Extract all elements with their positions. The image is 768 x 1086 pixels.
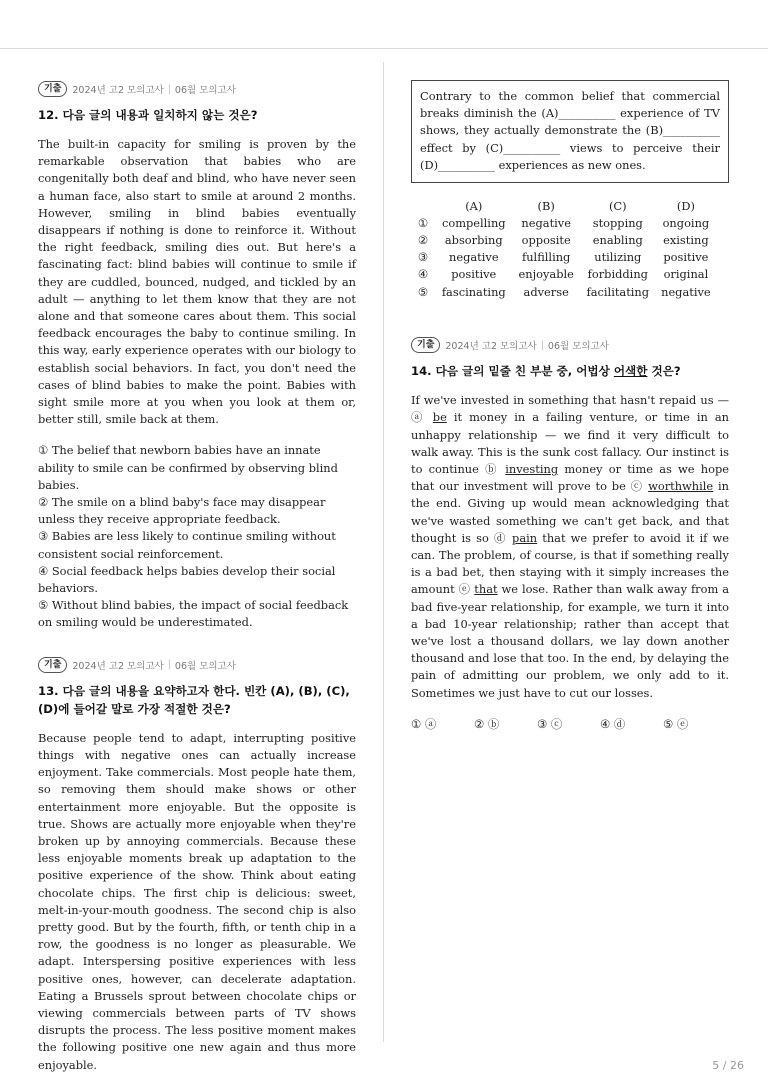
q13-choice-row[interactable] — [411, 266, 716, 283]
q14-text: it money in a failing venture, or time in an unhappy relationship — we find it very difficult to walk away. This is the sunk cost fallacy. Our instinct is to continue — [411, 410, 729, 476]
q14-source: 2024년 고2 모의고사 — [445, 341, 537, 353]
q12-title: 12. 다음 글의 내용과 일치하지 않는 것은? — [38, 108, 258, 122]
q14-title-text-end: 것은? — [647, 364, 681, 379]
q12-option-5[interactable]: ⑤ Without blind babies, the impact of social feedback on smiling would be underestimated. — [38, 598, 349, 630]
q14-text: money or time as we hope that our investment will prove to be — [411, 461, 729, 494]
q13-choice-cell: negative — [661, 284, 711, 299]
q13-month: 06월 모의고사 — [174, 660, 236, 672]
q14-underline-d: pain — [512, 530, 538, 545]
q13-choice-cell: absorbing — [444, 232, 503, 247]
q14-underline-a: be — [432, 410, 447, 425]
q13-choice-cell: negative — [449, 250, 499, 265]
q13-choice-cell: adverse — [523, 284, 569, 299]
q12-option-2[interactable]: ② The smile on a blind baby's face may disappear unless they receive appropriate feedback. — [38, 495, 326, 527]
q14-marker-d: ⓓ — [493, 530, 507, 545]
q14-passage — [411, 392, 729, 702]
header-divider — [0, 48, 768, 49]
q13-choice-cell: utilizing — [594, 250, 642, 265]
q13-choice-cell: stopping — [592, 215, 643, 230]
q13-choice-cell: existing — [663, 232, 709, 247]
q13-choice-num: ⑤ — [417, 284, 429, 299]
q14-meta: 기출 2024년 고2 모의고사 | 06월 모의고사 — [411, 336, 729, 354]
q14-underline-c: worthwhile — [648, 479, 714, 494]
q12-options — [38, 442, 356, 631]
q13-choices-header — [411, 197, 716, 214]
q13-choice-num: ② — [417, 232, 429, 247]
q13-choice-num: ① — [417, 215, 429, 230]
q12-tag: 기출 — [38, 81, 67, 97]
q12-source: 2024년 고2 모의고사 — [72, 85, 164, 96]
q13-choice-cell: enjoyable — [518, 267, 574, 282]
q14-answer-2[interactable]: ② ⓑ — [474, 716, 500, 731]
left-column — [38, 80, 356, 1074]
q13-choice-cell: facilitating — [586, 284, 650, 299]
q14-answer-5[interactable]: ⑤ ⓔ — [663, 716, 689, 731]
q13-choice-cell: positive — [663, 250, 709, 265]
q14-text: in the end. Giving up would mean acknowledging that we've wasted something we can't get back, and that thought is so — [411, 479, 729, 545]
q13-choice-cell: original — [663, 267, 709, 282]
q13-tag: 기출 — [38, 657, 67, 673]
q14-month: 06월 모의고사 — [547, 341, 609, 353]
q13-choice-cell: compelling — [441, 215, 506, 230]
q13-header-c: (C) — [608, 198, 627, 213]
q13-choice-cell: negative — [521, 215, 571, 230]
q13-meta: 기출 2024년 고2 모의고사 | 06월 모의고사 — [38, 656, 356, 674]
q13-choice-row[interactable] — [411, 214, 716, 231]
q13-passage: Because people tend to adapt, interrupting positive things with negative ones can actually increase enjoyment. Take commercials. Most people hate them, so removing them should make shows or other entertainment more enjoyable. But the opposite is true. Shows are actually more enjoyable when they're broken up by annoying commercials. Because these less enjoyable moments break up adaptation to the positive experience of the show. Think about eating chocolate chips. The first chip is delicious: sweet, melt-in-your-mouth goodness. The second chip is also pretty good. But by the fourth, fifth, or tenth chip in a row, the goodness is no longer as pleasurable. We adapt. Interspersing positive experiences with less positive ones, however, can decelerate adaptation. Eating a Brussels sprout between chocolate chips or viewing commercials between parts of TV shows disrupts the process. The less positive moment makes the following positive one new again and thus more enjoyable. — [38, 730, 356, 1072]
q13-header-b: (B) — [537, 198, 555, 213]
q12-option-1[interactable]: ① The belief that newborn babies have an innate ability to smile can be confirmed by observing blind babies. — [38, 443, 338, 492]
q14-marker-a: ⓐ — [411, 410, 426, 425]
q14-underline-b: investing — [505, 461, 559, 476]
q13-choice-cell: fulfilling — [522, 250, 571, 265]
q13-choice-cell: positive — [451, 267, 497, 282]
q14-underline-e: that — [474, 582, 498, 597]
q14-answer-3[interactable]: ③ ⓒ — [537, 716, 563, 731]
q14-answer-4[interactable]: ④ ⓓ — [600, 716, 626, 731]
q12-month: 06월 모의고사 — [174, 85, 236, 96]
q14-marker-c: ⓒ — [630, 479, 644, 494]
q14-answer-options — [411, 716, 729, 732]
q13-header-a: (A) — [465, 198, 483, 213]
q13-choice-row[interactable] — [411, 283, 716, 300]
q12-passage: The built-in capacity for smiling is proven by the remarkable observation that babies who are congenitally both deaf and blind, who have never seen a human face, also start to smile at around 2 months. However, smiling in blind babies eventually disappears if nothing is done to reinforce it. Without the right feedback, smiling dies out. But here's a fascinating fact: blind babies will continue to smile if they are cuddled, bounced, nudged, and tickled by an adult — anything to let them know that they are not alone and that someone cares about them. This social feedback encourages the baby to continue smiling. In this way, early experience operates with our biology to establish social behaviors. In fact, you don't need the cases of blind babies to make the point. Babies with sight smile more at you when you look at them or, better still, smile back at them. — [38, 137, 356, 427]
q12-option-4[interactable]: ④ Social feedback helps babies develop their social behaviors. — [38, 563, 336, 596]
q14-marker-b: ⓑ — [485, 461, 500, 476]
q13-summary-box: Contrary to the common belief that commercial breaks diminish the (A)__________ experience of TV shows, they actually demonstrate the (B)__________ effect by (C)__________ views to perceive their (D)__________ experiences as new ones. — [411, 80, 729, 183]
q14-text: If we've invested in something that hasn't repaid us — — [411, 393, 729, 408]
q12-meta: 기출 2024년 고2 모의고사 | 06월 모의고사 — [38, 80, 356, 98]
q13-choice-cell: forbidding — [587, 267, 648, 282]
q14-text: we lose. Rather than walk away from a bad five-year relationship, for example, we turn it into a bad 10-year relationship; rather than accept that we've lost a thousand dollars, we lay down another thousand and lose that too. In the end, by delaying the pain of admitting our problem, we only add to it. Sometimes we just have to cut our losses. — [411, 582, 729, 700]
q13-choice-cell: enabling — [592, 232, 643, 247]
q13-choice-num: ③ — [417, 250, 429, 265]
column-divider — [383, 62, 384, 1042]
q13-choice-cell: ongoing — [662, 215, 710, 230]
q13-choices-table — [411, 197, 716, 300]
q13-title: 13. 다음 글의 내용을 요약하고자 한다. 빈칸 (A), (B), (C), (D)에 들어갈 말로 가장 적절한 것은? — [38, 683, 350, 716]
q13-choice-cell: fascinating — [441, 284, 506, 299]
q14-title — [411, 362, 729, 380]
q12-option-3[interactable]: ③ Babies are less likely to continue smiling without consistent social reinforcement. — [38, 529, 336, 561]
q13-choice-row[interactable] — [411, 249, 716, 266]
q14-text: that we prefer to avoid it if we can. The problem, of course, is that if something really is a bad bet, then staying with it simply increases the amount — [411, 530, 729, 597]
q13-source: 2024년 고2 모의고사 — [72, 660, 164, 672]
q14-title-text: 14. 다음 글의 밑줄 친 부분 중, 어법상 — [411, 364, 614, 379]
q13-choice-cell: opposite — [521, 232, 571, 247]
q13-choice-num: ④ — [417, 267, 429, 282]
right-column — [411, 80, 729, 732]
q14-answer-1[interactable]: ① ⓐ — [411, 716, 437, 731]
q14-title-underlined: 어색한 — [613, 364, 648, 379]
q13-header-d: (D) — [676, 198, 695, 213]
q14-tag: 기출 — [411, 337, 440, 353]
q13-choice-row[interactable] — [411, 231, 716, 248]
page-number: 5 / 26 — [712, 1059, 744, 1072]
q14-marker-e: ⓔ — [458, 582, 471, 597]
